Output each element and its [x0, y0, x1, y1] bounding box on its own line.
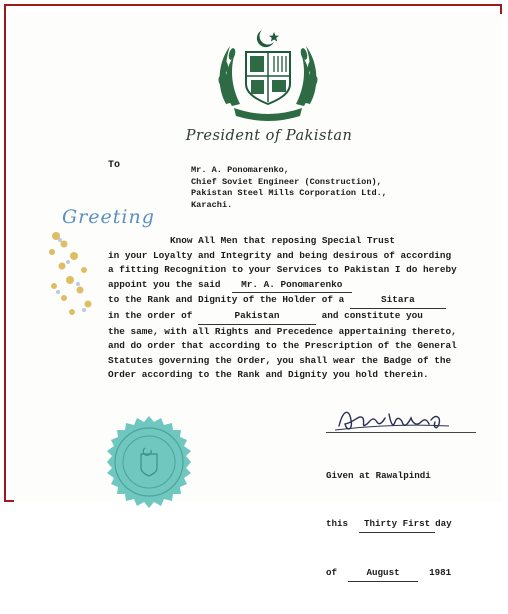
given-place: Given at Rawalpindi	[326, 470, 431, 481]
award-name: Sitara	[350, 293, 446, 309]
flower-ornament-icon	[44, 226, 102, 322]
given-day: Thirty First	[359, 516, 435, 533]
given-day-line: this Thirty First day	[326, 516, 452, 533]
appointee-name: Mr. A. Ponomarenko	[232, 278, 352, 294]
body-line: to the Rank and Dignity of the Holder of a Sitara	[108, 293, 486, 309]
given-at-block	[326, 436, 452, 614]
certificate-body	[108, 234, 486, 383]
body-line: in your Loyalty and Integrity and being desirous of according	[108, 249, 452, 261]
certificate-frame	[4, 4, 502, 578]
body-line: Order according to the Rank and Dignity you hold therein.	[108, 369, 429, 381]
recipient-address	[191, 165, 387, 211]
recipient-line: Pakistan Steel Mills Corporation Ltd.,	[191, 188, 387, 199]
given-month: August	[348, 565, 418, 582]
state-emblem-icon	[212, 26, 324, 121]
body-line: and do order that according to the Prescription of the General	[108, 340, 457, 352]
certificate-paper	[14, 14, 502, 578]
recipient-line: Karachi.	[191, 199, 233, 210]
body-line: in the order of Pakistan and constitute you	[108, 309, 486, 325]
greeting-heading: Greeting	[62, 206, 155, 228]
body-line: Know All Men that reposing Special Trust	[170, 235, 396, 246]
official-seal-icon	[101, 414, 197, 510]
body-line: the same, with all Rights and Precedence appertaining thereto,	[108, 325, 457, 337]
signature-line	[326, 432, 476, 433]
recipient-line: Chief Soviet Engineer (Construction),	[191, 176, 382, 187]
body-line: a fitting Recognition to your Services to Pakistan I do hereby	[108, 264, 457, 276]
recipient-line: Mr. A. Ponomarenko,	[191, 165, 289, 175]
to-label: To	[108, 160, 121, 171]
given-year: 1981	[429, 567, 452, 578]
body-line: Statutes governing the Order, you shall wear the Badge of the	[108, 354, 452, 366]
given-month-line: of August 1981	[326, 565, 452, 582]
order-name: Pakistan	[198, 309, 316, 325]
office-title: President of Pakistan	[185, 128, 353, 144]
body-line: appoint you the said Mr. A. Ponomarenko	[108, 278, 486, 294]
